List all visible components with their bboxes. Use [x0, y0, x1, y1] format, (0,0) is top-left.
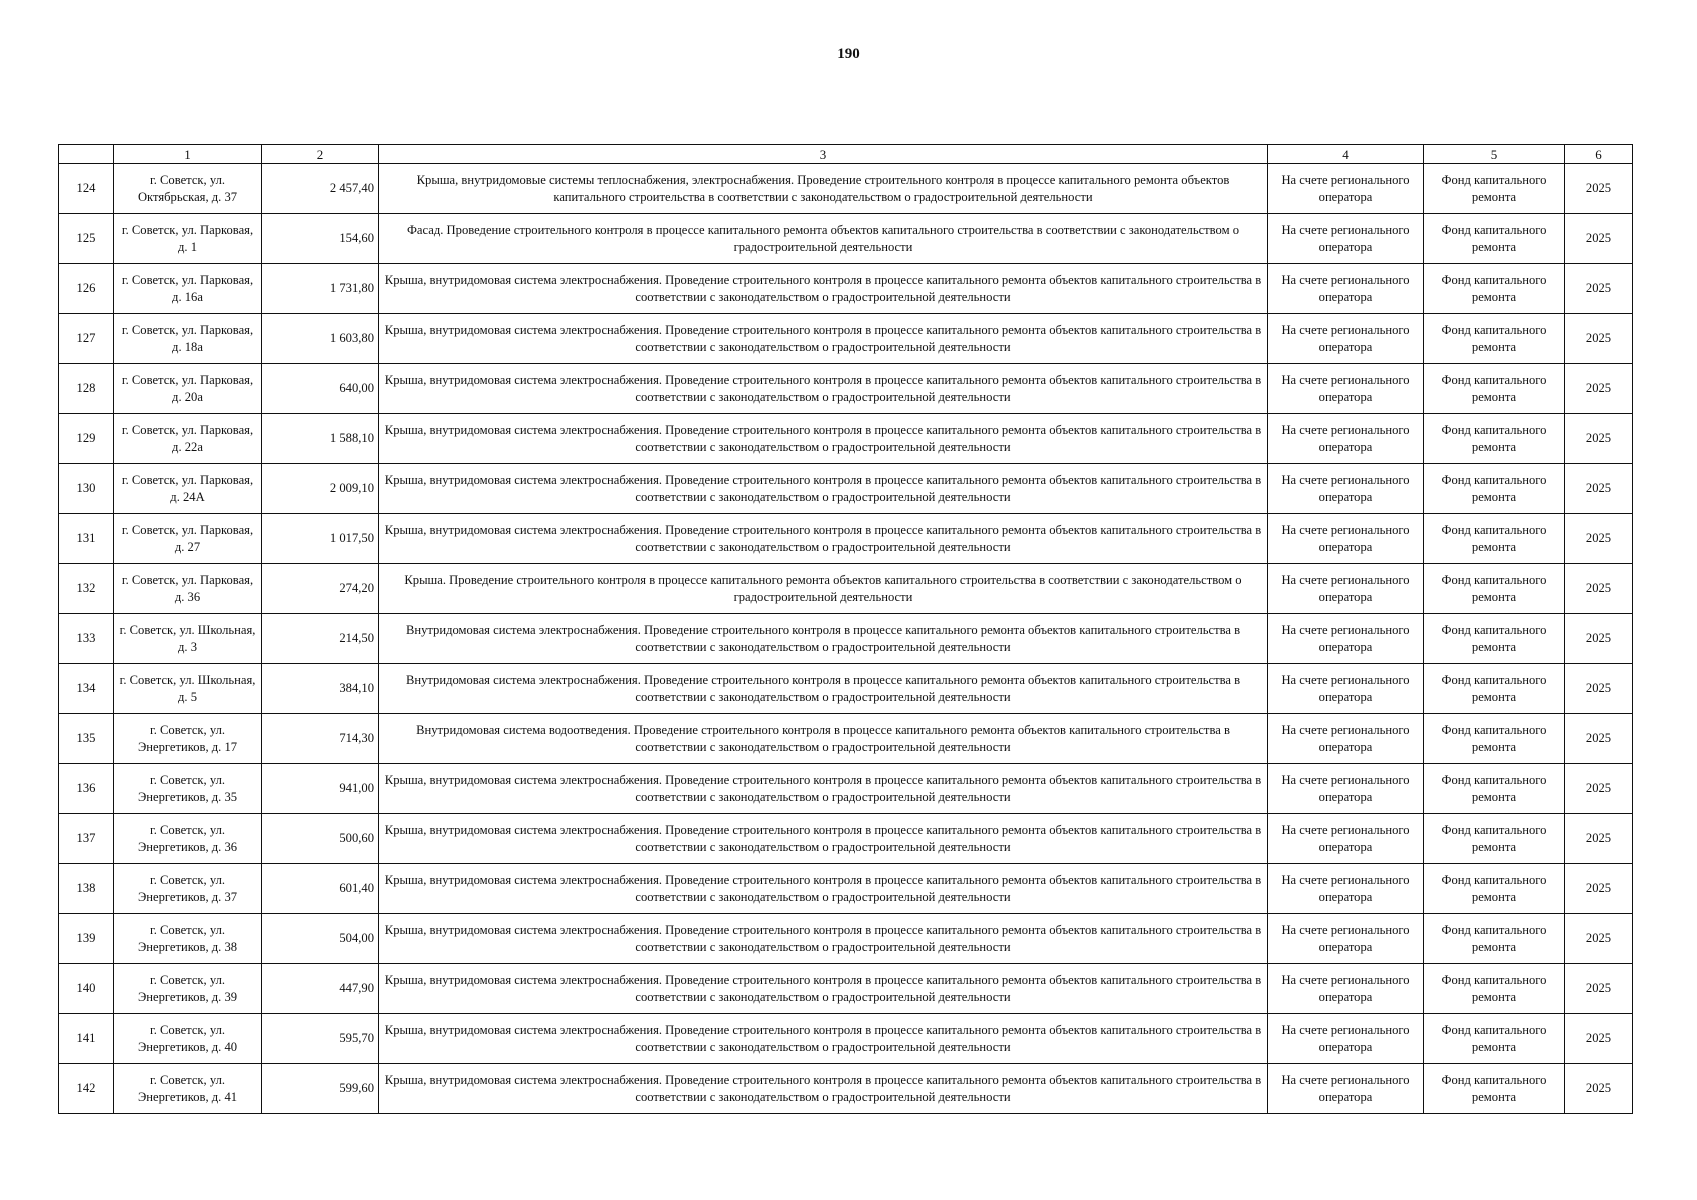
- address-cell: г. Советск, ул. Парковая, д. 1: [114, 214, 262, 264]
- area-cell: 2 009,10: [262, 464, 379, 514]
- works-description-cell: Внутридомовая система водоотведения. Проведение строительного контроля в процессе капитального ремонта объектов капитального строительства в соответствии с законодательством о градостроительной деятельности: [379, 714, 1268, 764]
- works-description-cell: Крыша, внутридомовая система электроснабжения. Проведение строительного контроля в процессе капитального ремонта объектов капитального строительства в соответствии с законодательством о градостроительной деятельности: [379, 914, 1268, 964]
- row-number: 141: [59, 1014, 114, 1064]
- table-row: [59, 614, 1633, 664]
- row-number: 138: [59, 864, 114, 914]
- fund-method-cell: На счете регионального оператора: [1268, 264, 1424, 314]
- row-number: 140: [59, 964, 114, 1014]
- year-cell: 2025: [1565, 214, 1633, 264]
- fund-method-cell: На счете регионального оператора: [1268, 214, 1424, 264]
- year-cell: 2025: [1565, 464, 1633, 514]
- area-cell: 384,10: [262, 664, 379, 714]
- table-row: [59, 464, 1633, 514]
- address-cell: г. Советск, ул. Парковая, д. 20а: [114, 364, 262, 414]
- works-description-cell: Внутридомовая система электроснабжения. Проведение строительного контроля в процессе капитального ремонта объектов капитального строительства в соответствии с законодательством о градостроительной деятельности: [379, 614, 1268, 664]
- address-cell: г. Советск, ул. Энергетиков, д. 41: [114, 1064, 262, 1114]
- address-cell: г. Советск, ул. Школьная, д. 3: [114, 614, 262, 664]
- row-number: 132: [59, 564, 114, 614]
- year-cell: 2025: [1565, 164, 1633, 214]
- year-cell: 2025: [1565, 764, 1633, 814]
- works-description-cell: Крыша, внутридомовая система электроснабжения. Проведение строительного контроля в процессе капитального ремонта объектов капитального строительства в соответствии с законодательством о градостроительной деятельности: [379, 514, 1268, 564]
- area-cell: 214,50: [262, 614, 379, 664]
- fund-method-cell: На счете регионального оператора: [1268, 964, 1424, 1014]
- area-cell: 595,70: [262, 1014, 379, 1064]
- works-description-cell: Крыша, внутридомовая система электроснабжения. Проведение строительного контроля в процессе капитального ремонта объектов капитального строительства в соответствии с законодательством о градостроительной деятельности: [379, 814, 1268, 864]
- address-cell: г. Советск, ул. Парковая, д. 36: [114, 564, 262, 614]
- fund-method-cell: На счете регионального оператора: [1268, 714, 1424, 764]
- area-cell: 500,60: [262, 814, 379, 864]
- column-number-row: [59, 145, 1633, 164]
- column-header: 2: [262, 145, 379, 164]
- address-cell: г. Советск, ул. Парковая, д. 24А: [114, 464, 262, 514]
- address-cell: г. Советск, ул. Парковая, д. 18а: [114, 314, 262, 364]
- funding-source-cell: Фонд капитального ремонта: [1424, 864, 1565, 914]
- fund-method-cell: На счете регионального оператора: [1268, 664, 1424, 714]
- fund-method-cell: На счете регионального оператора: [1268, 864, 1424, 914]
- year-cell: 2025: [1565, 314, 1633, 364]
- works-description-cell: Крыша, внутридомовая система электроснабжения. Проведение строительного контроля в процессе капитального ремонта объектов капитального строительства в соответствии с законодательством о градостроительной деятельности: [379, 264, 1268, 314]
- column-header: 1: [114, 145, 262, 164]
- fund-method-cell: На счете регионального оператора: [1268, 164, 1424, 214]
- table-row: [59, 964, 1633, 1014]
- row-number: 130: [59, 464, 114, 514]
- column-header: 3: [379, 145, 1268, 164]
- area-cell: 601,40: [262, 864, 379, 914]
- table-row: [59, 664, 1633, 714]
- works-description-cell: Крыша, внутридомовая система электроснабжения. Проведение строительного контроля в процессе капитального ремонта объектов капитального строительства в соответствии с законодательством о градостроительной деятельности: [379, 1064, 1268, 1114]
- row-number: 137: [59, 814, 114, 864]
- row-number: 136: [59, 764, 114, 814]
- year-cell: 2025: [1565, 364, 1633, 414]
- area-cell: 714,30: [262, 714, 379, 764]
- year-cell: 2025: [1565, 864, 1633, 914]
- area-cell: 640,00: [262, 364, 379, 414]
- year-cell: 2025: [1565, 714, 1633, 764]
- funding-source-cell: Фонд капитального ремонта: [1424, 314, 1565, 364]
- fund-method-cell: На счете регионального оператора: [1268, 564, 1424, 614]
- capital-repair-table: [58, 144, 1633, 1114]
- address-cell: г. Советск, ул. Энергетиков, д. 39: [114, 964, 262, 1014]
- funding-source-cell: Фонд капитального ремонта: [1424, 414, 1565, 464]
- funding-source-cell: Фонд капитального ремонта: [1424, 964, 1565, 1014]
- year-cell: 2025: [1565, 1064, 1633, 1114]
- row-number: 134: [59, 664, 114, 714]
- fund-method-cell: На счете регионального оператора: [1268, 464, 1424, 514]
- area-cell: 1 603,80: [262, 314, 379, 364]
- table-row: [59, 414, 1633, 464]
- fund-method-cell: На счете регионального оператора: [1268, 364, 1424, 414]
- page-number: 190: [837, 46, 860, 62]
- fund-method-cell: На счете регионального оператора: [1268, 414, 1424, 464]
- row-number: 129: [59, 414, 114, 464]
- area-cell: 447,90: [262, 964, 379, 1014]
- fund-method-cell: На счете регионального оператора: [1268, 314, 1424, 364]
- row-number: 133: [59, 614, 114, 664]
- table-row: [59, 714, 1633, 764]
- works-description-cell: Крыша, внутридомовая система электроснабжения. Проведение строительного контроля в процессе капитального ремонта объектов капитального строительства в соответствии с законодательством о градостроительной деятельности: [379, 864, 1268, 914]
- row-number: 135: [59, 714, 114, 764]
- funding-source-cell: Фонд капитального ремонта: [1424, 714, 1565, 764]
- area-cell: 1 588,10: [262, 414, 379, 464]
- row-number: 127: [59, 314, 114, 364]
- funding-source-cell: Фонд капитального ремонта: [1424, 914, 1565, 964]
- area-cell: 2 457,40: [262, 164, 379, 214]
- row-number: 126: [59, 264, 114, 314]
- table-row: [59, 1014, 1633, 1064]
- table-row: [59, 264, 1633, 314]
- fund-method-cell: На счете регионального оператора: [1268, 614, 1424, 664]
- row-number: 125: [59, 214, 114, 264]
- funding-source-cell: Фонд капитального ремонта: [1424, 514, 1565, 564]
- works-description-cell: Крыша, внутридомовая система электроснабжения. Проведение строительного контроля в процессе капитального ремонта объектов капитального строительства в соответствии с законодательством о градостроительной деятельности: [379, 314, 1268, 364]
- address-cell: г. Советск, ул. Октябрьская, д. 37: [114, 164, 262, 214]
- year-cell: 2025: [1565, 814, 1633, 864]
- area-cell: 1 731,80: [262, 264, 379, 314]
- column-header: 5: [1424, 145, 1565, 164]
- table-row: [59, 314, 1633, 364]
- table-row: [59, 564, 1633, 614]
- table-row: [59, 164, 1633, 214]
- funding-source-cell: Фонд капитального ремонта: [1424, 364, 1565, 414]
- works-description-cell: Крыша. Проведение строительного контроля в процессе капитального ремонта объектов капитального строительства в соответствии с законодательством о градостроительной деятельности: [379, 564, 1268, 614]
- fund-method-cell: На счете регионального оператора: [1268, 1064, 1424, 1114]
- address-cell: г. Советск, ул. Энергетиков, д. 40: [114, 1014, 262, 1064]
- funding-source-cell: Фонд капитального ремонта: [1424, 264, 1565, 314]
- fund-method-cell: На счете регионального оператора: [1268, 814, 1424, 864]
- area-cell: 599,60: [262, 1064, 379, 1114]
- works-description-cell: Крыша, внутридомовая система электроснабжения. Проведение строительного контроля в процессе капитального ремонта объектов капитального строительства в соответствии с законодательством о градостроительной деятельности: [379, 364, 1268, 414]
- row-number: 124: [59, 164, 114, 214]
- funding-source-cell: Фонд капитального ремонта: [1424, 564, 1565, 614]
- works-description-cell: Крыша, внутридомовая система электроснабжения. Проведение строительного контроля в процессе капитального ремонта объектов капитального строительства в соответствии с законодательством о градостроительной деятельности: [379, 1014, 1268, 1064]
- works-description-cell: Внутридомовая система электроснабжения. Проведение строительного контроля в процессе капитального ремонта объектов капитального строительства в соответствии с законодательством о градостроительной деятельности: [379, 664, 1268, 714]
- fund-method-cell: На счете регионального оператора: [1268, 764, 1424, 814]
- address-cell: г. Советск, ул. Энергетиков, д. 17: [114, 714, 262, 764]
- table-row: [59, 914, 1633, 964]
- address-cell: г. Советск, ул. Энергетиков, д. 37: [114, 864, 262, 914]
- year-cell: 2025: [1565, 514, 1633, 564]
- year-cell: 2025: [1565, 914, 1633, 964]
- column-header-blank: [59, 145, 114, 164]
- table-row: [59, 514, 1633, 564]
- funding-source-cell: Фонд капитального ремонта: [1424, 764, 1565, 814]
- fund-method-cell: На счете регионального оператора: [1268, 514, 1424, 564]
- address-cell: г. Советск, ул. Парковая, д. 22а: [114, 414, 262, 464]
- row-number: 139: [59, 914, 114, 964]
- table-row: [59, 214, 1633, 264]
- area-cell: 154,60: [262, 214, 379, 264]
- fund-method-cell: На счете регионального оператора: [1268, 1014, 1424, 1064]
- fund-method-cell: На счете регионального оператора: [1268, 914, 1424, 964]
- funding-source-cell: Фонд капитального ремонта: [1424, 164, 1565, 214]
- works-description-cell: Крыша, внутридомовая система электроснабжения. Проведение строительного контроля в процессе капитального ремонта объектов капитального строительства в соответствии с законодательством о градостроительной деятельности: [379, 464, 1268, 514]
- table-row: [59, 814, 1633, 864]
- table-row: [59, 364, 1633, 414]
- works-description-cell: Крыша, внутридомовая система электроснабжения. Проведение строительного контроля в процессе капитального ремонта объектов капитального строительства в соответствии с законодательством о градостроительной деятельности: [379, 964, 1268, 1014]
- year-cell: 2025: [1565, 964, 1633, 1014]
- address-cell: г. Советск, ул. Парковая, д. 27: [114, 514, 262, 564]
- year-cell: 2025: [1565, 614, 1633, 664]
- funding-source-cell: Фонд капитального ремонта: [1424, 214, 1565, 264]
- address-cell: г. Советск, ул. Энергетиков, д. 35: [114, 764, 262, 814]
- works-description-cell: Крыша, внутридомовая система электроснабжения. Проведение строительного контроля в процессе капитального ремонта объектов капитального строительства в соответствии с законодательством о градостроительной деятельности: [379, 414, 1268, 464]
- works-description-cell: Крыша, внутридомовые системы теплоснабжения, электроснабжения. Проведение строительного контроля в процессе капитального ремонта объектов капитального строительства в соответствии с законодательством о градостроительной деятельности: [379, 164, 1268, 214]
- year-cell: 2025: [1565, 664, 1633, 714]
- area-cell: 504,00: [262, 914, 379, 964]
- address-cell: г. Советск, ул. Школьная, д. 5: [114, 664, 262, 714]
- address-cell: г. Советск, ул. Энергетиков, д. 38: [114, 914, 262, 964]
- row-number: 131: [59, 514, 114, 564]
- funding-source-cell: Фонд капитального ремонта: [1424, 1064, 1565, 1114]
- column-header: 4: [1268, 145, 1424, 164]
- works-description-cell: Фасад. Проведение строительного контроля в процессе капитального ремонта объектов капитального строительства в соответствии с законодательством о градостроительной деятельности: [379, 214, 1268, 264]
- funding-source-cell: Фонд капитального ремонта: [1424, 464, 1565, 514]
- funding-source-cell: Фонд капитального ремонта: [1424, 814, 1565, 864]
- funding-source-cell: Фонд капитального ремонта: [1424, 664, 1565, 714]
- table-body: [59, 164, 1633, 1114]
- address-cell: г. Советск, ул. Парковая, д. 16а: [114, 264, 262, 314]
- works-description-cell: Крыша, внутридомовая система электроснабжения. Проведение строительного контроля в процессе капитального ремонта объектов капитального строительства в соответствии с законодательством о градостроительной деятельности: [379, 764, 1268, 814]
- row-number: 142: [59, 1064, 114, 1114]
- year-cell: 2025: [1565, 414, 1633, 464]
- table-row: [59, 1064, 1633, 1114]
- table-row: [59, 764, 1633, 814]
- area-cell: 274,20: [262, 564, 379, 614]
- area-cell: 941,00: [262, 764, 379, 814]
- area-cell: 1 017,50: [262, 514, 379, 564]
- year-cell: 2025: [1565, 264, 1633, 314]
- column-header: 6: [1565, 145, 1633, 164]
- year-cell: 2025: [1565, 1014, 1633, 1064]
- funding-source-cell: Фонд капитального ремонта: [1424, 614, 1565, 664]
- year-cell: 2025: [1565, 564, 1633, 614]
- row-number: 128: [59, 364, 114, 414]
- address-cell: г. Советск, ул. Энергетиков, д. 36: [114, 814, 262, 864]
- funding-source-cell: Фонд капитального ремонта: [1424, 1014, 1565, 1064]
- table-row: [59, 864, 1633, 914]
